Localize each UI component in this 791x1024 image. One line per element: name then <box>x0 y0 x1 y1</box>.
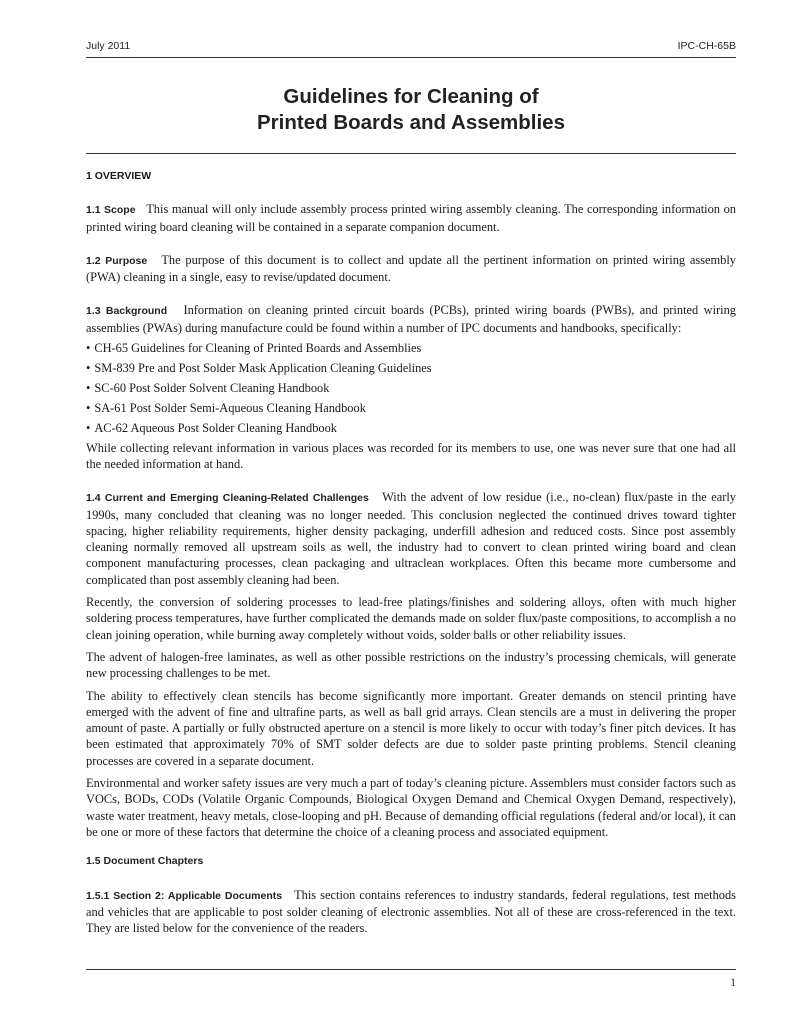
background-bullet-list <box>86 340 736 436</box>
heading-section-2: 1.5.1 Section 2: Applicable Documents <box>86 889 283 902</box>
background-text: Information on cleaning printed circuit boards (PCBs), printed wiring boards (PWBs), and printed wiring assemblies (PWAs) during manufacture could be found within a number of IPC documents and handbooks, specifically: <box>86 303 736 335</box>
page-number: 1 <box>730 977 736 989</box>
section-2-text: This section contains references to industry standards, federal regulations, test methods and vehicles that are applicable to post solder cleaning of electronic assemblies. Not all of these are cross-referenced in the text. They are listed below for the convenience of the readers. <box>86 887 737 936</box>
title-line-2: Printed Boards and Assemblies <box>257 111 565 134</box>
document-title <box>86 84 736 136</box>
title-rule <box>86 153 736 154</box>
paragraph-purpose <box>86 252 736 286</box>
heading-scope: 1.1 Scope <box>86 204 136 217</box>
list-item: • SA-61 Post Solder Semi-Aqueous Cleaning Handbook <box>86 400 366 415</box>
paragraph-challenges-2: Recently, the conversion of soldering processes to lead-free platings/finishes and soldering alloys, often with much higher soldering process temperatures, have further complicated the demands made on solder flux/paste compositions, to accomplish a no clean joining operation, while burning away completely without voids, solder balls or other reliability issues. <box>86 595 736 642</box>
section-heading-overview: 1 OVERVIEW <box>86 170 152 182</box>
header-date: July 2011 <box>86 40 131 52</box>
purpose-text: The purpose of this document is to collect and update all the pertinent information on printed wiring assembly (PWA) cleaning in a single, easy to revise/updated document. <box>86 252 737 285</box>
document-body <box>86 168 736 942</box>
header-doc-id: IPC-CH-65B <box>677 40 736 52</box>
heading-purpose: 1.2 Purpose <box>86 254 148 267</box>
challenges-text-1: With the advent of low residue (i.e., no-clean) flux/paste in the early 1990s, many concluded that cleaning was no longer needed. This conclusion neglected the continued drives toward tighter spacing, higher reliability requirements, higher density packaging, underfill adhesion and reduced costs. Since post assembly cleaning normally removed all upstream soils as well, the industry had to convert to clean printed wiring board and clean component manufacturing processes, clean packaging and ultraclean workplaces. Often this became more cumbersome and complicated than post assembly cleaning had been. <box>86 490 737 587</box>
scope-text: This manual will only include assembly process printed wiring assembly cleaning. The corresponding information on printed wiring board cleaning will be contained in a separate companion document. <box>86 202 737 234</box>
heading-document-chapters: 1.5 Document Chapters <box>86 855 204 868</box>
paragraph-section-2 <box>86 887 736 937</box>
title-line-1: Guidelines for Cleaning of <box>283 85 539 108</box>
list-item: • CH-65 Guidelines for Cleaning of Printed Boards and Assemblies <box>86 340 422 355</box>
list-item: • AC-62 Aqueous Post Solder Cleaning Handbook <box>86 420 337 435</box>
paragraph-background <box>86 302 736 336</box>
background-closing: While collecting relevant information in various places was recorded for its members to use, one was never sure that one had all the needed information at hand. <box>86 440 736 471</box>
paragraph-challenges-1 <box>86 489 736 588</box>
paragraph-challenges-4: The ability to effectively clean stencils has become significantly more important. Greater demands on stencil printing have emerged with the advent of fine and ultrafine parts, as well as ball grid arrays. Clean stencils are a must in delivering the proper amount of paste. A partially or fully obstructed aperture on a stencil is more likely to occur with today’s finer pitch devices. It has been estimated that approximately 70% of SMT solder defects are due to solder paste printing problems. Stencil cleaning processes are covered in a separate document. <box>86 688 736 768</box>
heading-challenges: 1.4 Current and Emerging Cleaning-Related Challenges <box>86 492 369 505</box>
list-item: • SC-60 Post Solder Solvent Cleaning Handbook <box>86 380 330 395</box>
paragraph-scope <box>86 201 736 235</box>
header-rule <box>86 57 736 58</box>
paragraph-challenges-5: Environmental and worker safety issues are very much a part of today’s cleaning picture. Assemblers must consider factors such as VOCs, BODs, CODs (Volatile Organic Compounds, Biological Oxygen Demand and Chemical Oxygen Demand, respectively), waste water treatment, heavy metals, close-looping and pH. Because of demanding official regulations (federal and/or local), it can be one or more of these factors that determine the choice of a cleaning process and associated equipment. <box>86 776 736 839</box>
list-item: • SM-839 Pre and Post Solder Mask Application Cleaning Guidelines <box>86 360 432 375</box>
paragraph-challenges-3: The advent of halogen-free laminates, as well as other possible restrictions on the industry’s processing chemicals, will generate new processing challenges to be met. <box>86 649 736 681</box>
heading-background: 1.3 Background <box>86 305 168 318</box>
footer-rule <box>86 969 736 970</box>
